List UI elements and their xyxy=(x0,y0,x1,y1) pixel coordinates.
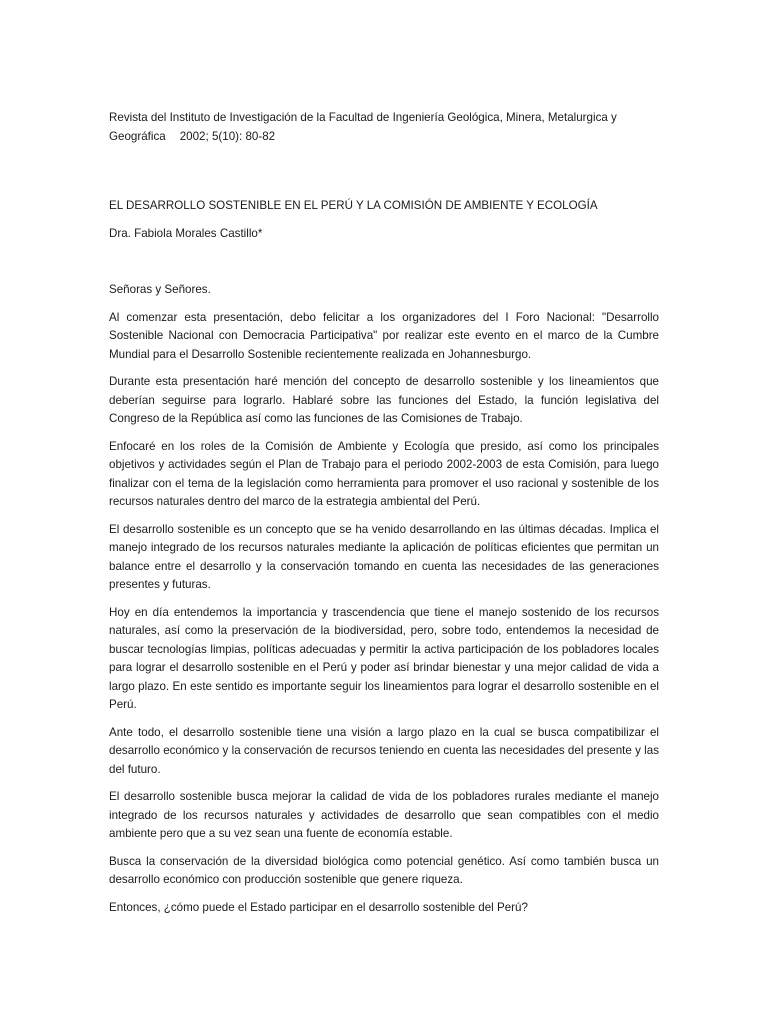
document-page xyxy=(109,109,659,917)
document-author: Dra. Fabiola Morales Castillo* xyxy=(109,226,263,240)
paragraph: Al comenzar esta presentación, debo felicitar a los organizadores del I Foro Nacional: "Desarrollo Sostenible Nacional con Democracia Participativa" por realizar este evento en el marco de la Cumbre Mundial para el Desarrollo Sostenible recientemente realizada en Johannesburgo. xyxy=(109,310,659,361)
journal-reference: 2002; 5(10): 80-82 xyxy=(179,129,276,143)
document-title: EL DESARROLLO SOSTENIBLE EN EL PERÚ Y LA COMISIÓN DE AMBIENTE Y ECOLOGÍA xyxy=(109,199,598,212)
greeting: Señoras y Señores. xyxy=(109,283,211,296)
journal-name: Revista del Instituto de Investigación de la Facultad de Ingeniería Geológica, Minera, Metalurgica y Geográfica xyxy=(109,111,617,143)
paragraph: Ante todo, el desarrollo sostenible tiene una visión a largo plazo en la cual se busca compatibilizar el desarrollo económico y la conservación de recursos teniendo en cuenta las necesidades del presente y las del futuro. xyxy=(109,725,659,776)
paragraph: Durante esta presentación haré mención del concepto de desarrollo sostenible y los lineamientos que deberían seguirse para lograrlo. Hablaré sobre las funciones del Estado, la función legislativa del Congreso de la República así como las funciones de las Comisiones de Trabajo. xyxy=(109,375,659,425)
paragraph: Enfocaré en los roles de la Comisión de Ambiente y Ecología que presido, así como los principales objetivos y actividades según el Plan de Trabajo para el periodo 2002-2003 de esta Comisión, para luego finalizar con el tema de la legislación como herramienta para promover el uso racional y sostenible de los recursos naturales dentro del marco de la estrategia ambiental del Perú. xyxy=(109,439,659,508)
paragraph: Hoy en día entendemos la importancia y trascendencia que tiene el manejo sostenido de los recursos naturales, así como la preservación de la biodiversidad, pero, sobre todo, entendemos la necesidad de buscar tecnologías limpias, políticas adecuadas y permitir la activa participación de los pobladores locales para lograr el desarrollo sostenible en el Perú y poder así brindar bienestar y una mejor calidad de vida a largo plazo. En este sentido es importante seguir los lineamientos para lograr el desarrollo sostenible en el Perú. xyxy=(109,605,659,711)
journal-citation xyxy=(109,109,659,146)
paragraph: Busca la conservación de la diversidad biológica como potencial genético. Así como también busca un desarrollo económico con producción sostenible que genere riqueza. xyxy=(109,854,659,886)
paragraph: Entonces, ¿cómo puede el Estado participar en el desarrollo sostenible del Perú? xyxy=(109,900,528,914)
paragraph: El desarrollo sostenible es un concepto que se ha venido desarrollando en las últimas décadas. Implica el manejo integrado de los recursos naturales mediante la aplicación de políticas eficientes que permitan un balance entre el desarrollo y la conservación tomando en cuenta las necesidades de las generaciones presentes y futuras. xyxy=(109,522,659,591)
paragraph: El desarrollo sostenible busca mejorar la calidad de vida de los pobladores rurales mediante el manejo integrado de los recursos naturales y actividades de desarrollo que sean compatibles con el medio ambiente pero que a su vez sean una fuente de economía estable. xyxy=(109,790,659,840)
